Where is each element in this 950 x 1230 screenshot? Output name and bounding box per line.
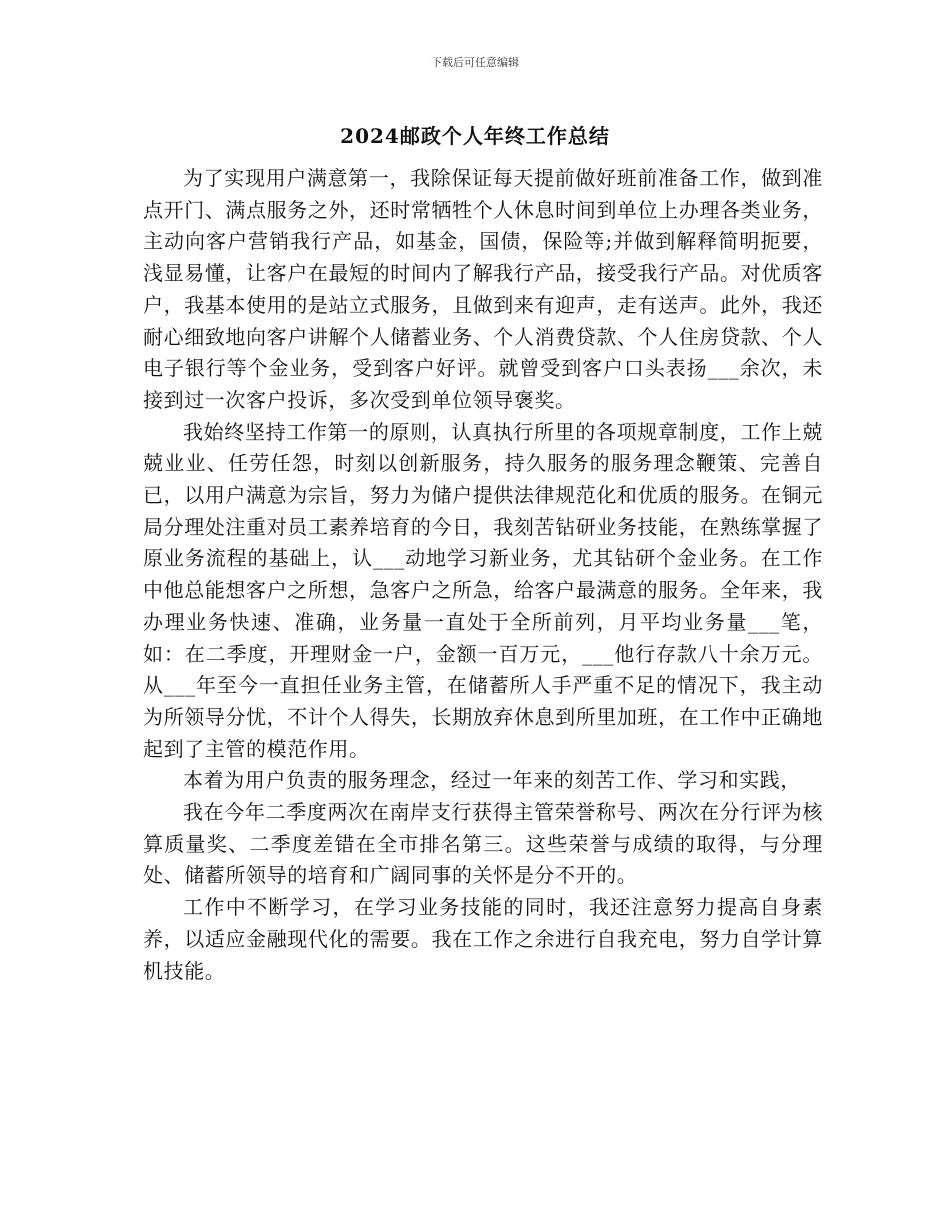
document-body [143,163,823,987]
header-note: 下载后可任意编辑 [431,56,519,69]
document-title: 2024邮政个人年终工作总结 [340,124,610,148]
paragraph: 我始终坚持工作第一的原则，认真执行所里的各项规章制度，工作上兢兢业业、任劳任怨，时刻以创新服务，持久服务的服务理念鞭策、完善自已，以用户满意为宗旨，努力为储户提供法律规范化和优质的服务。在铜元局分理处注重对员工素养培育的今日，我刻苦钻研业务技能，在熟练掌握了原业务流程的基础上，认___动地学习新业务，尤其钻研个金业务。在工作中他总能想客户之所想，急客户之所急，给客户最满意的服务。全年来，我办理业务快速、准确，业务量一直处于全所前列，月平均业务量___笔，如：在二季度，开理财金一户，金额一百万元，___他行存款八十余万元。从___年至今一直担任业务主管，在储蓄所人手严重不足的情况下，我主动为所领导分忧，不计个人得失，长期放弃休息到所里加班，在工作中正确地起到了主管的模范作用。 [143,419,823,761]
paragraph: 工作中不断学习，在学习业务技能的同时，我还注意努力提高自身素养，以适应金融现代化的需要。我在工作之余进行自我充电，努力自学计算机技能。 [143,895,823,983]
paragraph: 我在今年二季度两次在南岸支行获得主管荣誉称号、两次在分行评为核算质量奖、二季度差错在全市排名第三。这些荣誉与成绩的取得，与分理处、储蓄所领导的培育和广阔同事的关怀是分不开的。 [143,800,823,888]
paragraph: 本着为用户负责的服务理念，经过一年来的刻苦工作、学习和实践， [183,768,801,793]
paragraph: 为了实现用户满意第一，我除保证每天提前做好班前准备工作，做到准点开门、满点服务之外，还时常牺牲个人休息时间到单位上办理各类业务，主动向客户营销我行产品，如基金，国债，保险等;并做到解释简明扼要，浅显易懂，让客户在最短的时间内了解我行产品，接受我行产品。对优质客户，我基本使用的是站立式服务，且做到来有迎声，走有送声。此外，我还耐心细致地向客户讲解个人储蓄业务、个人消费贷款、个人住房贷款、个人电子银行等个金业务，受到客户好评。就曾受到客户口头表扬___余次，未接到过一次客户投诉，多次受到单位领导褒奖。 [143,166,823,412]
